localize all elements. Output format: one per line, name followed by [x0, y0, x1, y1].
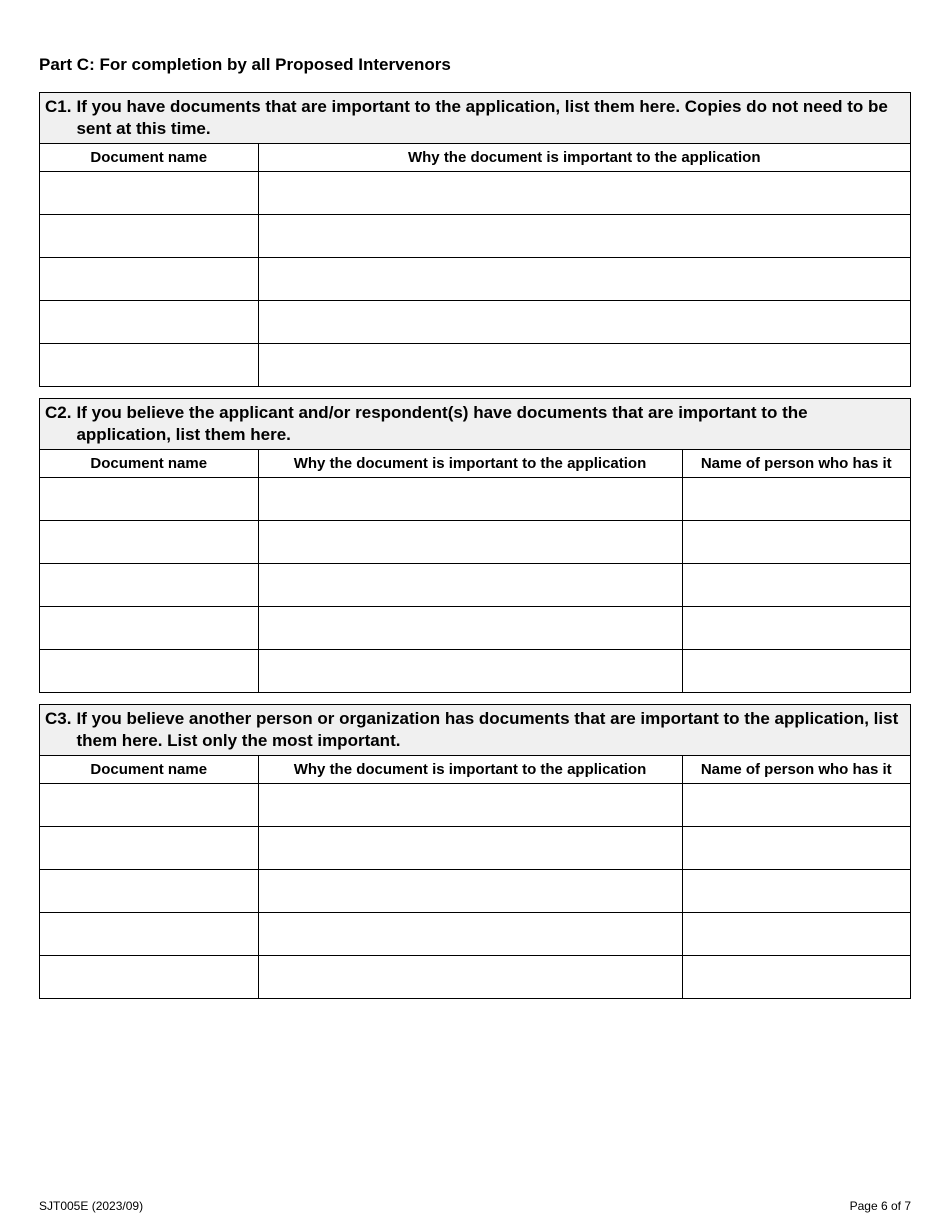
why-important-cell[interactable]: [258, 478, 682, 521]
table-row: [40, 870, 910, 913]
table-row: [40, 344, 910, 387]
document-name-cell[interactable]: [40, 650, 258, 693]
why-important-cell[interactable]: [258, 301, 910, 344]
section-c3-number: C3.: [45, 709, 72, 728]
form-code: SJT005E (2023/09): [39, 1199, 144, 1213]
why-important-cell[interactable]: [258, 607, 682, 650]
why-important-cell[interactable]: [258, 172, 910, 215]
document-name-cell[interactable]: [40, 478, 258, 521]
section-c3-instructions: If you believe another person or organization has documents that are important to the application, list them here. List only the most important.: [76, 709, 899, 750]
section-c1-number: C1.: [45, 97, 72, 116]
why-important-cell[interactable]: [258, 870, 682, 913]
person-name-cell[interactable]: [682, 650, 910, 693]
document-name-cell[interactable]: [40, 215, 258, 258]
table-header-row: [40, 756, 910, 784]
why-important-cell[interactable]: [258, 913, 682, 956]
column-header-why-important: Why the document is important to the application: [258, 144, 910, 172]
table-header-row: [40, 144, 910, 172]
part-title: Part C: For completion by all Proposed Intervenors: [39, 55, 451, 74]
section-c2-number: C2.: [45, 403, 72, 422]
why-important-cell[interactable]: [258, 215, 910, 258]
column-header-person-name: Name of person who has it: [682, 450, 910, 478]
person-name-cell[interactable]: [682, 870, 910, 913]
why-important-cell[interactable]: [258, 827, 682, 870]
why-important-cell[interactable]: [258, 344, 910, 387]
table-row: [40, 784, 910, 827]
section-c1-instructions: If you have documents that are important to the application, list them here. Copies do not need to be sent at this time.: [76, 97, 888, 138]
table-row: [40, 478, 910, 521]
document-name-cell[interactable]: [40, 827, 258, 870]
column-header-why-important: Why the document is important to the application: [258, 756, 682, 784]
table-row: [40, 913, 910, 956]
why-important-cell[interactable]: [258, 784, 682, 827]
table-row: [40, 956, 910, 999]
section-c2-header: [40, 399, 910, 450]
table-row: [40, 172, 910, 215]
table-row: [40, 258, 910, 301]
document-name-cell[interactable]: [40, 344, 258, 387]
table-row: [40, 827, 910, 870]
table-row: [40, 521, 910, 564]
section-c1: [39, 92, 911, 387]
person-name-cell[interactable]: [682, 478, 910, 521]
person-name-cell[interactable]: [682, 607, 910, 650]
why-important-cell[interactable]: [258, 956, 682, 999]
person-name-cell[interactable]: [682, 827, 910, 870]
section-c2: [39, 398, 911, 693]
table-row: [40, 607, 910, 650]
section-c2-instructions: If you believe the applicant and/or respondent(s) have documents that are important to the application, list them here.: [76, 403, 808, 444]
column-header-why-important: Why the document is important to the application: [258, 450, 682, 478]
document-name-cell[interactable]: [40, 607, 258, 650]
person-name-cell[interactable]: [682, 956, 910, 999]
document-name-cell[interactable]: [40, 870, 258, 913]
person-name-cell[interactable]: [682, 521, 910, 564]
table-header-row: [40, 450, 910, 478]
table-row: [40, 301, 910, 344]
section-c2-table: [40, 450, 910, 692]
section-c3-table: [40, 756, 910, 998]
document-name-cell[interactable]: [40, 301, 258, 344]
section-c3: [39, 704, 911, 999]
page-number: Page 6 of 7: [849, 1199, 911, 1213]
column-header-document-name: Document name: [40, 756, 258, 784]
column-header-document-name: Document name: [40, 450, 258, 478]
why-important-cell[interactable]: [258, 564, 682, 607]
document-name-cell[interactable]: [40, 172, 258, 215]
table-row: [40, 650, 910, 693]
why-important-cell[interactable]: [258, 650, 682, 693]
column-header-document-name: Document name: [40, 144, 258, 172]
person-name-cell[interactable]: [682, 913, 910, 956]
document-name-cell[interactable]: [40, 913, 258, 956]
document-name-cell[interactable]: [40, 956, 258, 999]
person-name-cell[interactable]: [682, 564, 910, 607]
section-c1-table: [40, 144, 910, 386]
table-row: [40, 215, 910, 258]
document-name-cell[interactable]: [40, 258, 258, 301]
document-name-cell[interactable]: [40, 521, 258, 564]
column-header-person-name: Name of person who has it: [682, 756, 910, 784]
why-important-cell[interactable]: [258, 521, 682, 564]
section-c3-header: [40, 705, 910, 756]
document-name-cell[interactable]: [40, 784, 258, 827]
person-name-cell[interactable]: [682, 784, 910, 827]
why-important-cell[interactable]: [258, 258, 910, 301]
section-c1-header: [40, 93, 910, 144]
document-name-cell[interactable]: [40, 564, 258, 607]
table-row: [40, 564, 910, 607]
